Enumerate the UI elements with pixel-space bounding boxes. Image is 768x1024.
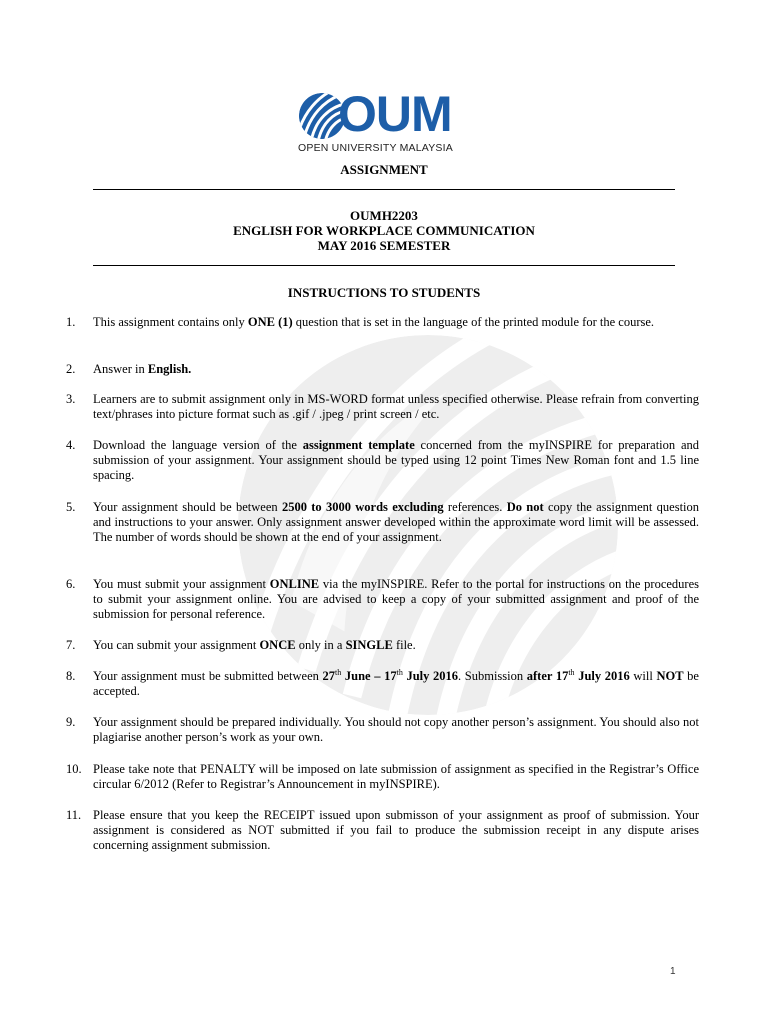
instruction-text [93, 638, 699, 653]
instruction-fragment: file. [392, 638, 416, 652]
instruction-fragment: Your assignment should be between [93, 500, 282, 514]
semester: MAY 2016 SEMESTER [317, 238, 451, 253]
instruction-fragment: You must submit your assignment [93, 577, 270, 591]
instruction-item [66, 808, 699, 854]
emphasis-text: Do not [506, 500, 544, 514]
emphasis-text: NOT [656, 669, 684, 683]
instruction-fragment: only in a [295, 638, 346, 652]
instruction-text [93, 577, 699, 623]
instruction-number: 4. [66, 438, 76, 452]
emphasis-text: SINGLE [345, 638, 393, 652]
instruction-fragment: . Submission [458, 669, 527, 683]
ordinal-suffix: th [396, 667, 403, 677]
course-code: OUMH2203 [350, 208, 418, 223]
instruction-text [93, 669, 699, 699]
instruction-fragment: Your assignment must be submitted between [93, 669, 323, 683]
instruction-number: 8. [66, 669, 76, 683]
page-number: 1 [670, 966, 676, 977]
ordinal-suffix: th [335, 667, 342, 677]
emphasis-text: June – 17 [341, 669, 397, 683]
instruction-number: 7. [66, 638, 76, 652]
instruction-text [93, 392, 699, 422]
instruction-number: 1. [66, 315, 76, 329]
emphasis-text: 27 [322, 669, 336, 683]
divider-top [93, 189, 675, 190]
emphasis-text: assignment template [302, 438, 415, 452]
instruction-fragment: Please take note that PENALTY will be imposed on late submission of assignment as specified in the Registrar’s Office circular 6/2012 (Refer to Registrar’s Announcement in myINSPIRE). [93, 762, 699, 792]
instructions-title: INSTRUCTIONS TO STUDENTS [287, 285, 481, 300]
instruction-number: 10. [66, 762, 82, 776]
instruction-text [93, 762, 699, 792]
instruction-item [66, 500, 699, 546]
instruction-item [66, 438, 699, 484]
instruction-item [66, 762, 699, 792]
instruction-fragment: concerned from the myINSPIRE for preparation and submission of your assignment. Your assignment should be typed using 12 point Times New Roman font and 1.5 line spacing. [93, 438, 699, 483]
instruction-number: 11. [66, 808, 82, 822]
instruction-fragment: question that is set in the language of the printed module for the course. [292, 315, 655, 329]
divider-bottom [93, 265, 675, 266]
instruction-item [66, 638, 699, 653]
emphasis-text: ONCE [259, 638, 296, 652]
instruction-text [93, 362, 699, 377]
ordinal-suffix: th [568, 667, 575, 677]
instruction-text [93, 808, 699, 854]
instruction-item [66, 715, 699, 745]
oum-logo [298, 86, 470, 156]
instruction-fragment: Download the language version of the [93, 438, 303, 452]
logo-wordmark: OUM [338, 86, 452, 142]
instruction-fragment: via the myINSPIRE. Refer to the portal for instructions on the procedures to submit your assignment online. You are advised to keep a copy of your submitted assignment and proof of the submission for personal reference. [93, 577, 699, 622]
instruction-fragment: copy the assignment question and instructions to your answer. Only assignment answer developed within the approximate word limit will be assessed. The number of words should be shown at the end of your assignment. [93, 500, 700, 545]
emphasis-text: English. [147, 362, 192, 376]
instruction-number: 9. [66, 715, 76, 729]
instruction-fragment: Your assignment should be prepared individually. You should not copy another person’s assignment. You should also not plagiarise another person’s work as your own. [93, 715, 699, 745]
instruction-fragment: be accepted. [93, 669, 699, 699]
instruction-fragment: will [629, 669, 657, 683]
doc-type-heading: ASSIGNMENT [340, 162, 428, 177]
emphasis-text: 2500 to 3000 words excluding [281, 500, 444, 514]
instruction-number: 2. [66, 362, 76, 376]
emphasis-text: after 17 [526, 669, 569, 683]
instruction-item [66, 392, 699, 422]
emphasis-text: ONE (1) [247, 315, 293, 329]
emphasis-text: ONLINE [269, 577, 320, 591]
instruction-item [66, 577, 699, 623]
instruction-item [66, 362, 699, 377]
instruction-text [93, 715, 699, 745]
instruction-item [66, 315, 699, 330]
instruction-number: 6. [66, 577, 76, 591]
instruction-text [93, 500, 699, 546]
instruction-number: 5. [66, 500, 76, 514]
emphasis-text: July 2016 [574, 669, 630, 683]
instruction-fragment: Please ensure that you keep the RECEIPT issued upon submisson of your assignment as proof of submission. Your assignment is considered as NOT submitted if you fail to produce the submission receipt in any dispute arises concerning assignment submission. [93, 808, 699, 853]
emphasis-text: July 2016 [402, 669, 459, 683]
instruction-text [93, 438, 699, 484]
instruction-fragment: This assignment contains only [93, 315, 248, 329]
instruction-text [93, 315, 699, 330]
instruction-fragment: Answer in [93, 362, 148, 376]
logo-subtitle: OPEN UNIVERSITY MALAYSIA [298, 142, 453, 154]
course-name: ENGLISH FOR WORKPLACE COMMUNICATION [233, 223, 535, 238]
instruction-fragment: You can submit your assignment [93, 638, 260, 652]
instruction-fragment: Learners are to submit assignment only in MS-WORD format unless specified otherwise. Please refrain from converting text/phrases into picture format such as .gif / .jpeg / print screen / etc. [93, 392, 699, 422]
instruction-fragment: references. [443, 500, 507, 514]
instruction-item [66, 669, 699, 699]
instruction-number: 3. [66, 392, 76, 406]
